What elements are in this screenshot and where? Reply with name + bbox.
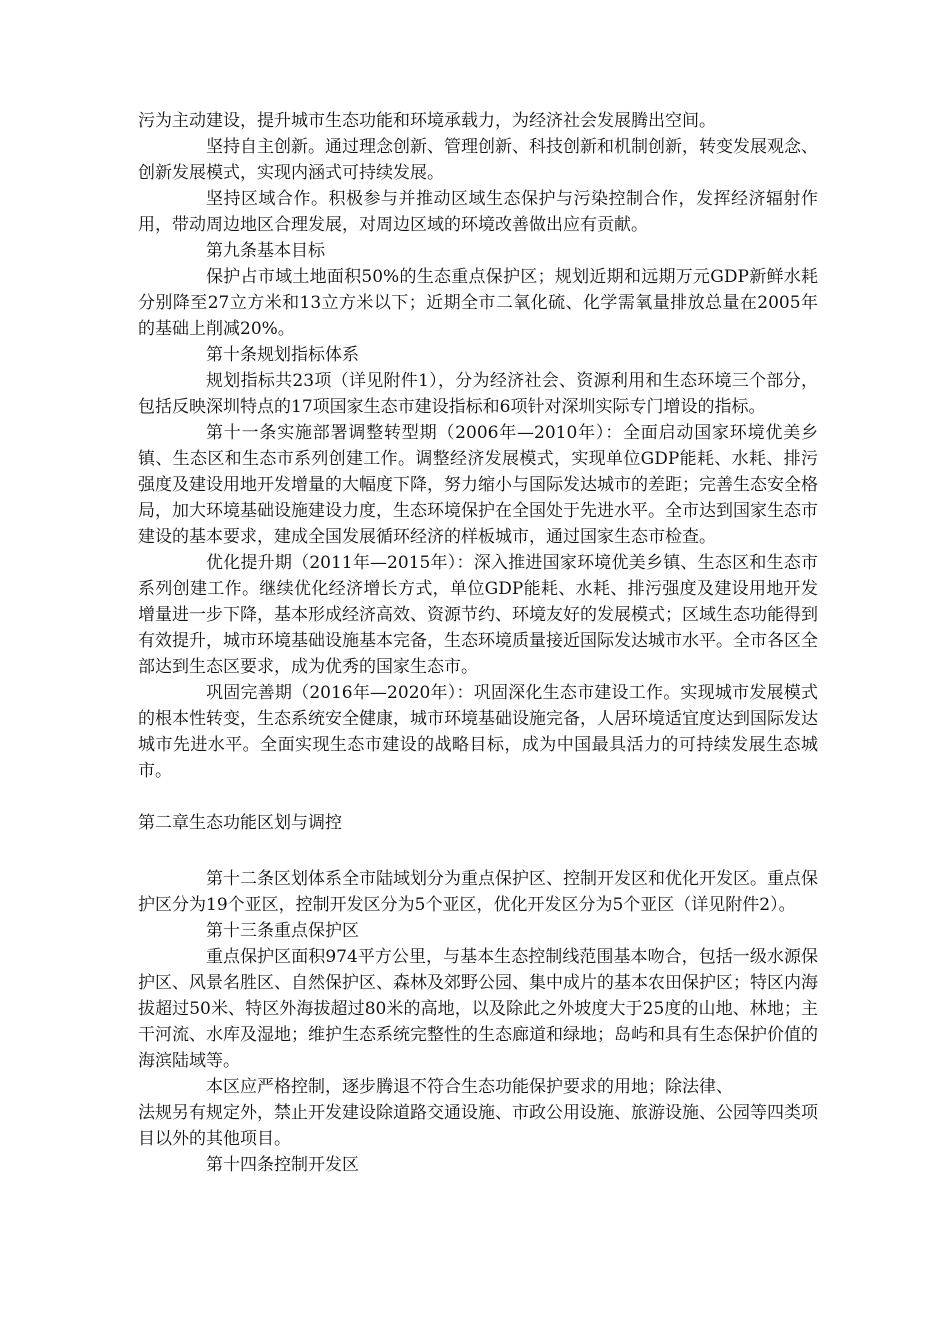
paragraph-continued: 污为主动建设，提升城市生态功能和环境承载力，为经济社会发展腾出空间。 [138, 111, 716, 131]
paragraph-strict-control: 本区应严格控制，逐步腾退不符合生态功能保护要求的用地；除法律、 [206, 1077, 733, 1097]
article-heading-9: 第九条基本目标 [206, 241, 325, 261]
spacer [138, 784, 818, 810]
article-heading-14: 第十四条控制开发区 [206, 1155, 359, 1175]
article-heading-10: 第十条规划指标体系 [206, 345, 359, 365]
paragraph-strict-control-cont: 法规另有规定外，禁止开发建设除道路交通设施、市政公用设施、旅游设施、公园等四类项目以外的其他项目。 [138, 1103, 818, 1149]
paragraph-key-protection-area: 重点保护区面积974平方公里，与基本生态控制线范围基本吻合，包括一级水源保护区、风景名胜区、自然保护区、森林及郊野公园、集中成片的基本农田保护区；特区内海拔超过50米、特区外海拔超过80米的高地，以及除此之外坡度大于25度的山地、林地；主干河流、水库及湿地；维护生态系统完整性的生态廊道和绿地；岛屿和具有生态保护价值的海滨陆域等。 [138, 947, 818, 1071]
paragraph-optimization-phase: 优化提升期（2011年—2015年）：深入推进国家环境优美乡镇、生态区和生态市系列创建工作。继续优化经济增长方式，单位GDP能耗、水耗、排污强度及建设用地开发增量进一步下降，基本形成经济高效、资源节约、环境友好的发展模式；区域生态功能得到有效提升，城市环境基础设施基本完备，生态环境质量接近国际发达城市水平。全市各区全部达到生态区要求，成为优秀的国家生态市。 [138, 553, 818, 677]
paragraph-article-12-zoning: 第十二条区划体系全市陆域划分为重点保护区、控制开发区和优化开发区。重点保护区分为19个亚区，控制开发区分为5个亚区，优化开发区分为5个亚区（详见附件2）。 [138, 869, 818, 915]
paragraph-basic-goals: 保护占市域土地面积50%的生态重点保护区；规划近期和远期万元GDP新鲜水耗分别降至27立方米和13立方米以下；近期全市二氧化硫、化学需氧量排放总量在2005年的基础上削减20%。 [138, 267, 818, 339]
chapter-title: 第二章生态功能区划与调控 [138, 813, 342, 833]
paragraph-independent-innovation: 坚持自主创新。通过理念创新、管理创新、科技创新和机制创新，转变发展观念、创新发展模式，实现内涵式可持续发展。 [138, 137, 818, 183]
paragraph-regional-cooperation: 坚持区域合作。积极参与并推动区域生态保护与污染控制合作，发挥经济辐射作用，带动周边地区合理发展，对周边区域的环境改善做出应有贡献。 [138, 189, 818, 235]
article-heading-13: 第十三条重点保护区 [206, 921, 359, 941]
paragraph-consolidation-phase: 巩固完善期（2016年—2020年）：巩固深化生态市建设工作。实现城市发展模式的根本性转变，生态系统安全健康，城市环境基础设施完备，人居环境适宜度达到国际发达城市先进水平。全面实现生态市建设的战略目标，成为中国最具活力的可持续发展生态城市。 [138, 683, 818, 781]
spacer [138, 836, 818, 866]
paragraph-indicator-system: 规划指标共23项（详见附件1），分为经济社会、资源利用和生态环境三个部分，包括反映深圳特点的17项国家生态市建设指标和6项针对深圳实际专门增设的指标。 [138, 371, 818, 417]
paragraph-article-11-transition: 第十一条实施部署调整转型期（2006年—2010年）：全面启动国家环境优美乡镇、生态区和生态市系列创建工作。调整经济发展模式，实现单位GDP能耗、水耗、排污强度及建设用地开发增量的大幅度下降，努力缩小与国际发达城市的差距；完善生态安全格局，加大环境基础设施建设力度，生态环境保护在全国处于先进水平。全市达到国家生态市建设的基本要求，建成全国发展循环经济的样板城市，通过国家生态市检查。 [138, 423, 818, 547]
document-body [138, 108, 818, 1178]
